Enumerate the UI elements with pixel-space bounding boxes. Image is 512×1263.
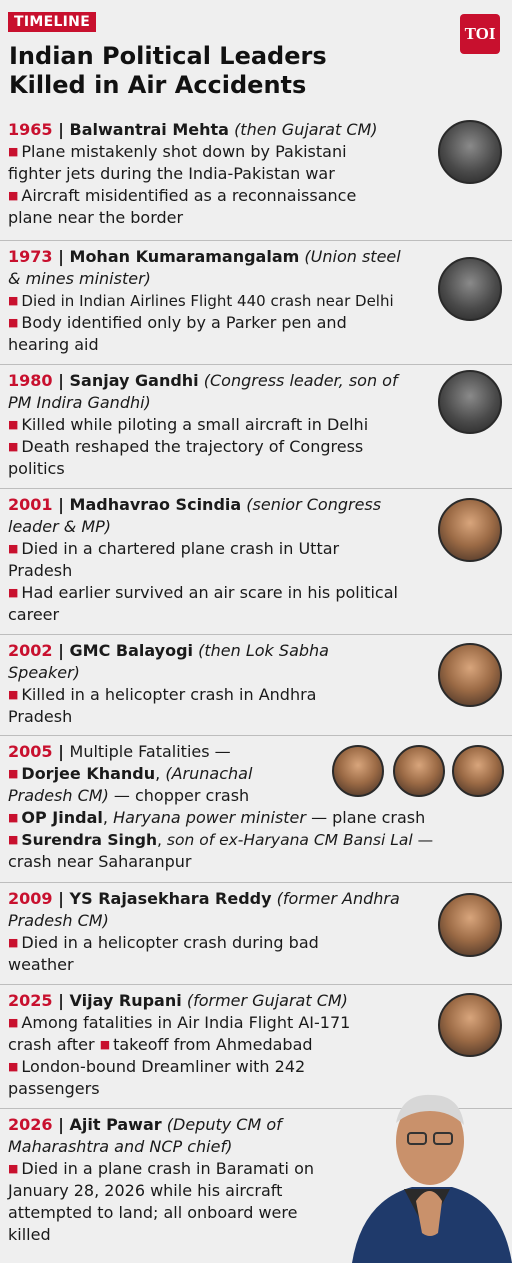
entry-line: Pradesh (8, 707, 73, 726)
entry-line: Death reshaped the trajectory of Congress (21, 437, 364, 456)
square-bullet-icon: ■ (8, 1016, 19, 1029)
entry-line: Aircraft misidentified as a reconnaissance (21, 186, 357, 205)
entry-year: 2002 (8, 641, 53, 660)
entry-2009: 2009 | YS Rajasekhara Reddy (former Andhra Pradesh CM) ■ Died in a helicopter crash during bad weather (0, 882, 512, 976)
entry-name: Ajit Pawar (69, 1115, 162, 1134)
entry-2002: 2002 | GMC Balayogi (then Lok Sabha Speaker) ■ Killed in a helicopter crash in Andhra Pradesh (0, 634, 512, 728)
portrait-photo (393, 745, 445, 797)
entry-line: fighter jets during the India-Pakistan war (8, 164, 335, 183)
entry-line: passengers (8, 1079, 100, 1098)
entry-name: Vijay Rupani (69, 991, 182, 1010)
square-bullet-icon: ■ (8, 294, 19, 307)
entry-year: 1973 (8, 247, 53, 266)
entry-lead: Multiple Fatalities — (69, 742, 231, 761)
entry-line: — chopper crash (113, 786, 250, 805)
square-bullet-icon: ■ (8, 833, 19, 846)
entry-role: (then Gujarat CM) (234, 120, 378, 139)
entry-line: Killed while piloting a small aircraft in Delhi (21, 415, 369, 434)
entry-line: January 28, 2026 while his aircraft (8, 1181, 283, 1200)
entry-line: Among fatalities in Air India Flight AI-171 (21, 1013, 351, 1032)
title-line-2: Killed in Air Accidents (9, 71, 307, 99)
portrait-photo (452, 745, 504, 797)
square-bullet-icon: ■ (8, 1060, 19, 1073)
title-line-1: Indian Political Leaders (9, 42, 327, 70)
square-bullet-icon: ■ (8, 542, 19, 555)
entry-1973: 1973 | Mohan Kumaramangalam (Union steel & mines minister) ■ Died in Indian Airlines Flight 440 crash near Delhi ■ Body identified only by a Parker pen and hearing aid (0, 240, 512, 356)
entry-name: Dorjee Khandu (21, 764, 156, 783)
entry-role: (former Gujarat CM) (186, 991, 348, 1010)
page-title (9, 42, 327, 100)
entry-1980: 1980 | Sanjay Gandhi (Congress leader, son of PM Indira Gandhi) ■ Killed while piloting a small aircraft in Delhi ■ Death reshaped the trajectory of Congress politics (0, 364, 512, 480)
entry-year: 2025 (8, 991, 53, 1010)
entry-role: Maharashtra and NCP chief) (8, 1137, 233, 1156)
entry-role: (then Lok Sabha (198, 641, 329, 660)
ajit-pawar-photo (342, 1083, 512, 1263)
entry-year: 1980 (8, 371, 53, 390)
portrait-photo (438, 257, 502, 321)
portrait-photo (438, 498, 502, 562)
entry-line: politics (8, 459, 65, 478)
entry-line: Died in a plane crash in Baramati on (21, 1159, 314, 1178)
timeline-tag: TIMELINE (8, 12, 96, 32)
square-bullet-icon: ■ (8, 767, 19, 780)
entry-year: 2005 (8, 742, 53, 761)
entry-name: OP Jindal (21, 808, 103, 827)
entry-line: Plane mistakenly shot down by Pakistani (21, 142, 347, 161)
entry-line: Died in a chartered plane crash in Uttar (21, 539, 340, 558)
entry-role: son of ex-Haryana CM Bansi Lal (166, 831, 413, 849)
square-bullet-icon: ■ (8, 811, 19, 824)
entry-name: Sanjay Gandhi (69, 371, 199, 390)
square-bullet-icon: ■ (8, 688, 19, 701)
entry-role: (Congress leader, son of (203, 371, 398, 390)
entry-role: Pradesh CM) (8, 786, 109, 805)
square-bullet-icon: ■ (8, 189, 19, 202)
entry-year: 2009 (8, 889, 53, 908)
square-bullet-icon: ■ (8, 1162, 19, 1175)
square-bullet-icon: ■ (8, 440, 19, 453)
toi-logo: TOI (460, 14, 500, 54)
entry-role: leader & MP) (8, 517, 112, 536)
entry-line: Pradesh (8, 561, 73, 580)
portrait-photo (438, 120, 502, 184)
entry-line: Died in a helicopter crash during bad (21, 933, 319, 952)
entry-line: Body identified only by a Parker pen and (21, 313, 347, 332)
entry-year: 1965 (8, 120, 53, 139)
entry-role: (Arunachal (165, 764, 253, 783)
entry-2005: 2005 | Multiple Fatalities — ■ Dorjee Khandu, (Arunachal Pradesh CM) — chopper crash ■ OP Jindal, Haryana power minister — plane crash ■ Surendra Singh, son of ex-Haryana CM Bansi Lal — crash near Saharanpur (0, 735, 512, 873)
entry-line: crash near Saharanpur (8, 852, 192, 871)
square-bullet-icon: ■ (8, 418, 19, 431)
entry-line: hearing aid (8, 335, 99, 354)
entry-line: — plane crash (311, 808, 426, 827)
entry-name: YS Rajasekhara Reddy (69, 889, 272, 908)
entry-year: 2001 (8, 495, 53, 514)
entry-line: Had earlier survived an air scare in his political (21, 583, 398, 602)
portrait-photo (438, 893, 502, 957)
entry-name: Mohan Kumaramangalam (69, 247, 300, 266)
entry-name: GMC Balayogi (69, 641, 194, 660)
entry-line: crash after (8, 1035, 95, 1054)
entry-role: Pradesh CM) (8, 911, 109, 930)
entry-role: Haryana power minister (113, 808, 306, 827)
entry-role: (Deputy CM of (166, 1115, 282, 1134)
entry-name: Madhavrao Scindia (69, 495, 242, 514)
entry-line: killed (8, 1225, 51, 1244)
entry-role: (former Andhra (276, 889, 400, 908)
entry-2001: 2001 | Madhavrao Scindia (senior Congress leader & MP) ■ Died in a chartered plane crash in Uttar Pradesh ■ Had earlier survived an air scare in his political career (0, 488, 512, 626)
entry-line: Died in Indian Airlines Flight 440 crash near Delhi (21, 292, 394, 310)
entry-line: attempted to land; all onboard were (8, 1203, 298, 1222)
entry-line: Killed in a helicopter crash in Andhra (21, 685, 317, 704)
entry-role: PM Indira Gandhi) (8, 393, 151, 412)
entry-name: Balwantrai Mehta (69, 120, 229, 139)
square-bullet-icon: ■ (8, 316, 19, 329)
square-bullet-icon: ■ (8, 586, 19, 599)
entry-role: (senior Congress (246, 495, 382, 514)
entry-year: 2026 (8, 1115, 53, 1134)
entry-line: London-bound Dreamliner with 242 (21, 1057, 306, 1076)
person-silhouette-icon (342, 1083, 512, 1263)
entry-2026: 2026 | Ajit Pawar (Deputy CM of Maharashtra and NCP chief) ■ Died in a plane crash in Baramati on January 28, 2026 while his aircraft attempted to land; all onboard were killed (0, 1108, 512, 1246)
portrait-photo (438, 370, 502, 434)
entry-role: (Union steel (304, 247, 401, 266)
portrait-photo (332, 745, 384, 797)
entry-line: weather (8, 955, 74, 974)
entry-role: & mines minister) (8, 269, 151, 288)
square-bullet-icon: ■ (8, 936, 19, 949)
entry-line: takeoff from Ahmedabad (113, 1035, 313, 1054)
entry-name: Surendra Singh (21, 831, 158, 849)
square-bullet-icon: ■ (8, 145, 19, 158)
entry-role: Speaker) (8, 663, 80, 682)
square-bullet-icon: ■ (99, 1038, 111, 1051)
portrait-photo (438, 643, 502, 707)
entry-line: career (8, 605, 60, 624)
entry-2025: 2025 | Vijay Rupani (former Gujarat CM) ■ Among fatalities in Air India Flight AI-171 crash after ■ takeoff from Ahmedabad ■ London-bound Dreamliner with 242 passengers (0, 984, 512, 1100)
entry-1965: 1965 | Balwantrai Mehta (then Gujarat CM) ■ Plane mistakenly shot down by Pakistani fighter jets during the India-Pakistan war ■ Aircraft misidentified as a reconnaissance plane near the border (0, 114, 512, 229)
entry-line: plane near the border (8, 208, 184, 227)
portrait-photo (438, 993, 502, 1057)
